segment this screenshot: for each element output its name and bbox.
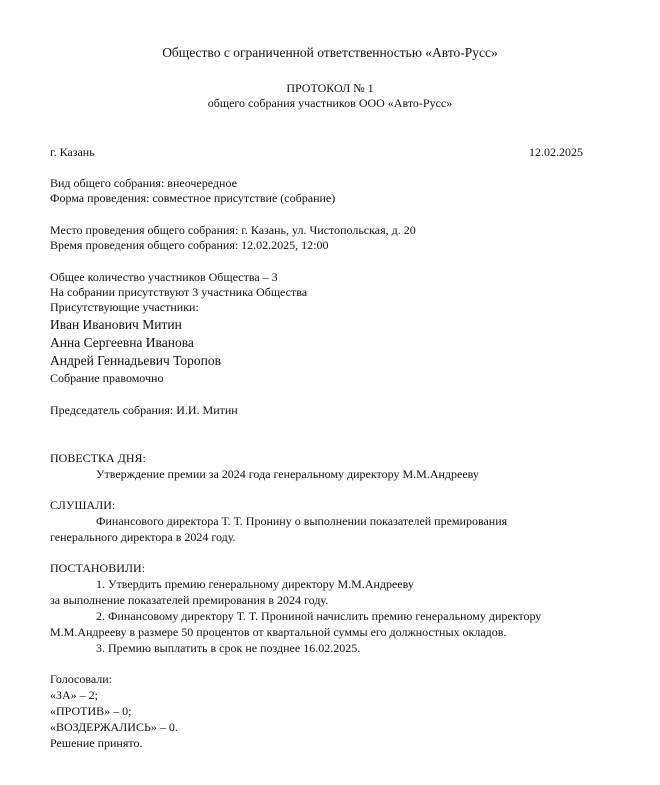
decision-status: Решение принято. — [50, 736, 143, 750]
participants-label: Присутствующие участники: — [50, 300, 199, 314]
company-name: Общество с ограниченной ответственностью «Авто-Русс» — [162, 45, 498, 60]
votes-abstained: «ВОЗДЕРЖАЛИСЬ» – 0. — [50, 720, 178, 734]
participants-present: На собрании присутствуют 3 участника Общества — [50, 285, 308, 299]
document-date: 12.02.2025 — [529, 145, 583, 159]
votes-for: «ЗА» – 2; — [50, 688, 99, 702]
participants-total: Общее количество участников Общества – 3 — [50, 270, 278, 284]
quorum-status: Собрание правомочно — [50, 371, 164, 385]
votes-against: «ПРОТИВ» – 0; — [50, 704, 132, 718]
heard-heading: СЛУШАЛИ: — [50, 498, 116, 512]
resolved-heading: ПОСТАНОВИЛИ: — [50, 561, 146, 575]
meeting-time: Время проведения общего собрания: 12.02.2025, 12:00 — [50, 238, 329, 252]
resolution-line: 3. Премию выплатить в срок не позднее 16.02.2025. — [96, 641, 361, 655]
meeting-form: Форма проведения: совместное присутствие (собрание) — [50, 191, 336, 205]
participant-name: Андрей Геннадьевич Торопов — [50, 353, 222, 368]
chairman: Председатель собрания: И.И. Митин — [50, 403, 238, 417]
agenda-item: Утверждение премии за 2024 года генеральному директору М.М.Андрееву — [96, 467, 479, 481]
protocol-subtitle: общего собрания участников ООО «Авто-Русс» — [207, 96, 453, 110]
voting-heading: Голосовали: — [50, 672, 113, 686]
resolution-line: 2. Финансовому директору Т. Т. Прониной начислить премию генеральному директору — [96, 609, 542, 623]
city: г. Казань — [50, 145, 95, 159]
agenda-heading: ПОВЕСТКА ДНЯ: — [50, 451, 146, 465]
participant-name: Иван Иванович Митин — [50, 317, 182, 332]
meeting-type: Вид общего собрания: внеочередное — [50, 176, 237, 190]
meeting-location: Место проведения общего собрания: г. Казань, ул. Чистопольская, д. 20 — [50, 223, 416, 237]
resolution-line: 1. Утвердить премию генеральному директору М.М.Андрееву — [96, 577, 414, 591]
resolution-line: М.М.Андрееву в размере 50 процентов от квартальной суммы его должностных окладов. — [50, 625, 507, 639]
heard-text-line: генерального директора в 2024 году. — [50, 530, 236, 544]
resolution-line: за выполнение показателей премирования в 2024 году. — [50, 593, 329, 607]
participant-name: Анна Сергеевна Иванова — [50, 335, 194, 350]
protocol-title: ПРОТОКОЛ № 1 — [286, 81, 374, 95]
heard-text-line: Финансового директора Т. Т. Пронину о выполнении показателей премирования — [96, 514, 508, 528]
